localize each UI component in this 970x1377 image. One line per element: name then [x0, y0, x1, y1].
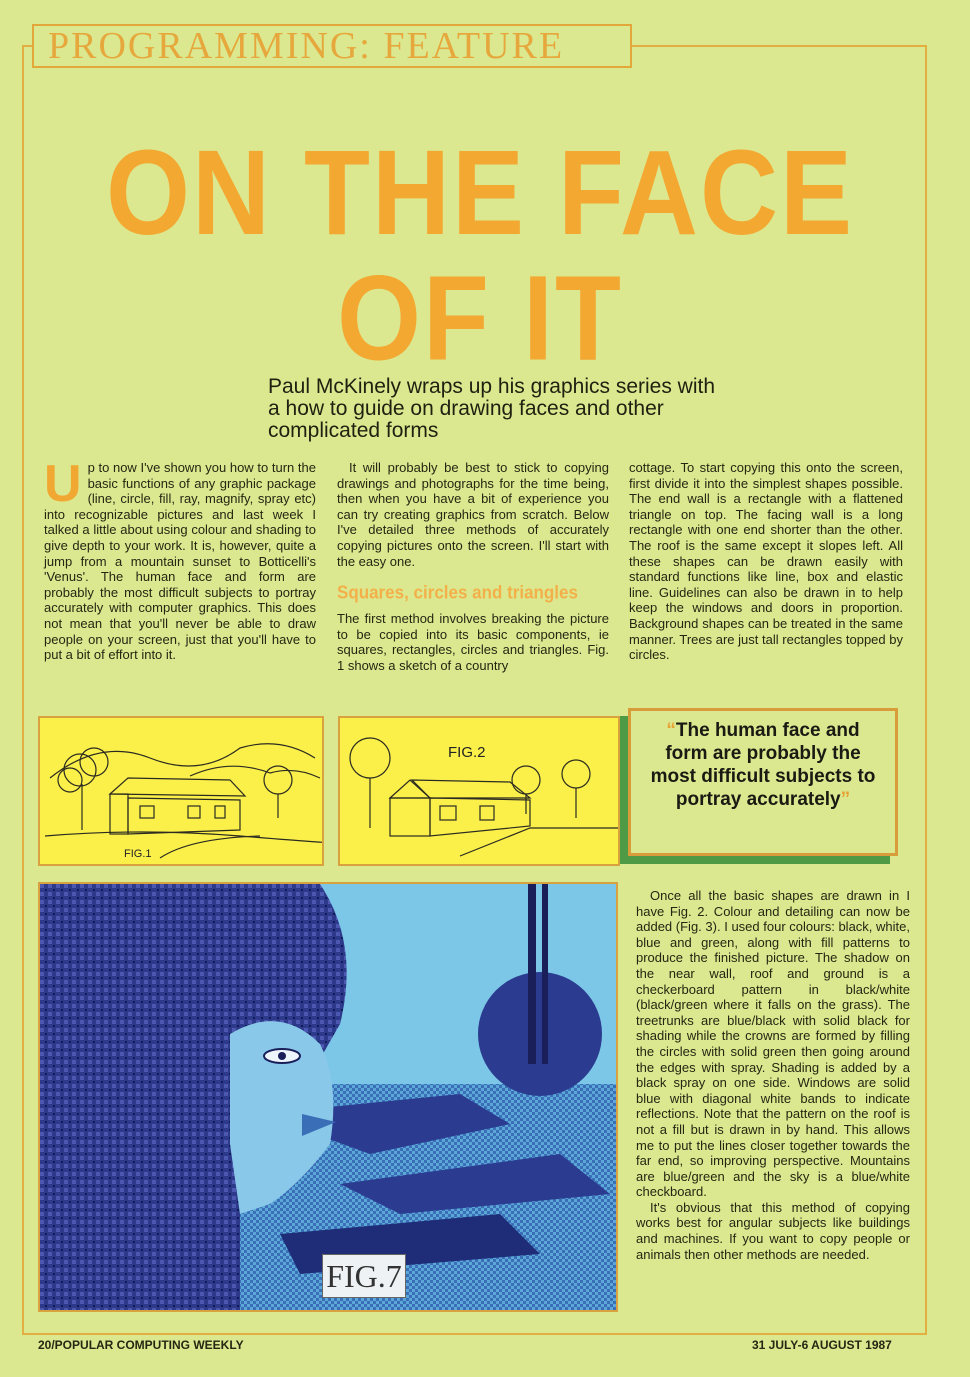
- figure-2: [338, 716, 620, 866]
- pull-quote: [628, 708, 898, 856]
- column1-text: p to now I've shown you how to turn the basic functions of any graphic package (line, circle, fill, ray, magnify, spray etc) into recognizable pictures and last week I talked a little about using colour and shading to give depth to your work. It is, however, quite a jump from a mountain sunset to Botticelli's 'Venus'. The human face and form are probably the most difficult subjects to portray accurately with computer graphics. This does not mean that you'll never be able to draw people on your screen, just that you'll have to put a bit of effort into it.: [44, 460, 316, 663]
- standfirst: Paul McKinely wraps up his graphics series with a how to guide on drawing faces and other complicated forms: [268, 375, 716, 442]
- headline: [40, 124, 920, 386]
- figure-7-label: FIG.7: [322, 1254, 406, 1298]
- cottage-sketch-illustration: [40, 718, 322, 864]
- right-paragraph-2: It's obvious that this method of copying works best for angular subjects like buildings and machines. If you want to copy people or animals then other methods are needed.: [636, 1199, 910, 1262]
- article-column-2: [337, 460, 609, 680]
- figure-1: [38, 716, 324, 866]
- figure-1-label: FIG.1: [124, 848, 152, 860]
- close-quote-mark: ”: [840, 789, 851, 810]
- headline-line-2: OF IT: [337, 249, 623, 386]
- column1-paragraph: [44, 455, 316, 663]
- article-column-3: [629, 460, 903, 669]
- right-paragraph-1: Once all the basic shapes are drawn in I have Fig. 2. Colour and detailing can now be added (Fig. 3). I used four colours: black, white, blue and green, along with fill patterns to produce the finished picture. The shadow on the near wall, roof and ground is a checkerboard pattern in black/white (black/green where it falls on the grass). The treetrunks are blue/black with solid black for shading while the crowns are formed by filling the circles with solid green then going around the edges with spray. Shading is added by a black spray on one side. Windows are solid blue with diagonal white bands to indicate reflections. Note that the pattern on the roof is not a fill but is drawn in by hand. This allows me to put the lines closer together towards the far end, so improving perspective. Mountains are blue/green and the sky is a blue/white checkboard.: [636, 888, 910, 1200]
- article-column-1: [44, 455, 316, 669]
- drop-cap: U: [44, 455, 82, 513]
- figure-2-label: FIG.2: [448, 744, 486, 761]
- headline-line-1: ON THE FACE: [105, 124, 855, 260]
- column2-paragraph-1: It will probably be best to stick to copying drawings and photographs for the time being, then when you have a bit of experience you can try creating graphics from scratch. Below I've detailed three methods of accurately copying pictures onto the screen. I'll start with the easy one.: [337, 460, 609, 569]
- open-quote-mark: “: [666, 720, 676, 741]
- column3-paragraph: cottage. To start copying this onto the screen, first divide it into the simplest shapes possible. The end wall is a rectangle with a flattened triangle on top. The facing wall is a long rectangle with one end shorter than the other. The roof is the same except it slopes left. All these shapes can be drawn easily with standard functions like line, box and elastic line. Guidelines can also be drawn in to help keep the windows and doors in proportion. Background shapes can be treated in the same manner. Trees are just tall rectangles topped by circles.: [629, 460, 903, 663]
- section-tag: PROGRAMMING: FEATURE: [32, 24, 632, 68]
- face-graphic-illustration: [40, 884, 616, 1310]
- footer-date: 31 JULY-6 AUGUST 1987: [752, 1338, 892, 1352]
- footer-publication: 20/POPULAR COMPUTING WEEKLY: [38, 1338, 244, 1352]
- article-column-right: [636, 888, 910, 1262]
- subheading: Squares, circles and triangles: [337, 582, 578, 604]
- cottage-shapes-illustration: [340, 718, 618, 864]
- figure-7-screen-image: [38, 882, 618, 1312]
- column2-paragraph-2: The first method involves breaking the picture to be copied into its basic components, ie squares, rectangles, circles and triangles. Fig. 1 shows a sketch of a country: [337, 611, 609, 673]
- pull-quote-text: The human face and form are probably the most difficult subjects to portray accurately: [650, 720, 876, 810]
